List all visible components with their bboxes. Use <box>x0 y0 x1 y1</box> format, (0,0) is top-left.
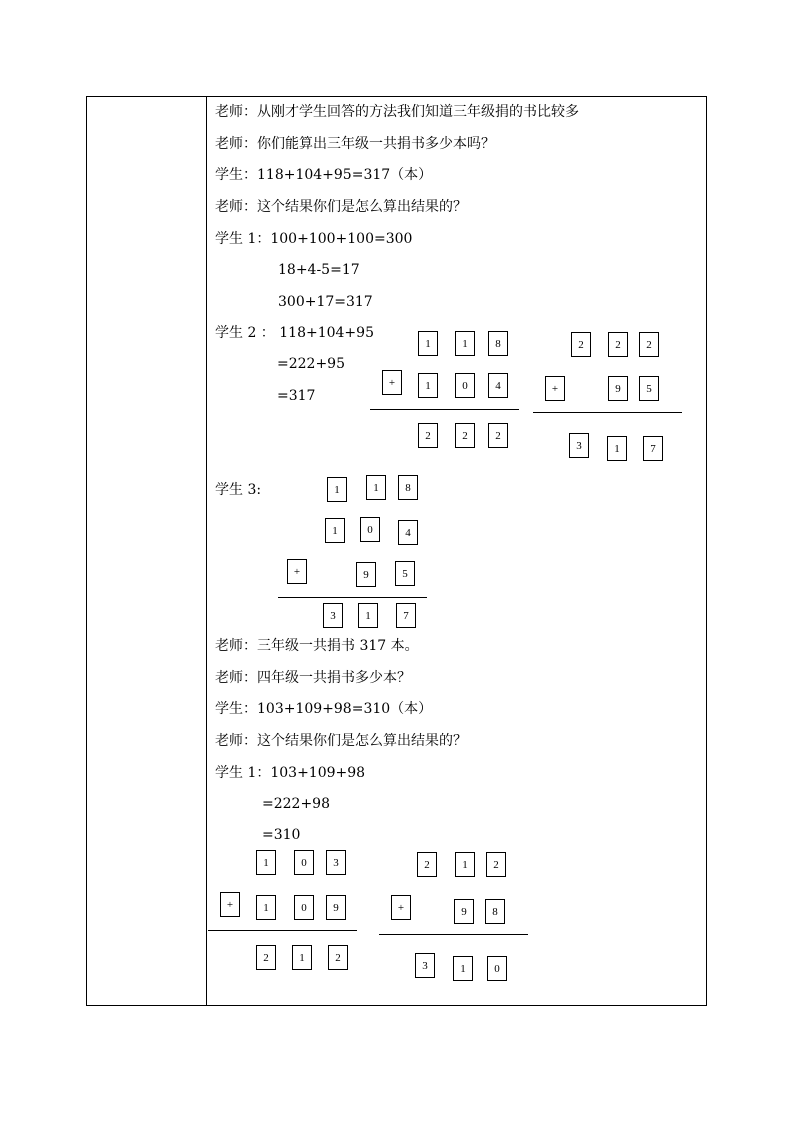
line-teacher-2: 老师：你们能算出三年级一共捐书多少本吗？ <box>215 136 495 152</box>
digit-box: 2 <box>256 945 276 970</box>
line-student-answer: 学生：118+104+95=317（本） <box>215 167 433 183</box>
line-student-answer-2: 学生：103+109+98=310（本） <box>215 701 433 717</box>
digit-box: 0 <box>455 373 475 398</box>
digit-box: 9 <box>326 895 346 920</box>
digit-box: 3 <box>415 953 435 978</box>
sum-line <box>533 412 682 413</box>
digit-box: 1 <box>358 603 378 628</box>
sum-line <box>208 930 357 931</box>
digit-box: 2 <box>639 332 659 357</box>
digit-box: 3 <box>323 603 343 628</box>
digit-box: 1 <box>455 331 475 356</box>
digit-box: 2 <box>488 423 508 448</box>
digit-box: 0 <box>487 956 507 981</box>
line-teacher-5: 老师：四年级一共捐书多少本？ <box>215 670 411 686</box>
digit-box: 8 <box>485 899 505 924</box>
digit-box: 2 <box>418 423 438 448</box>
plus-box: + <box>287 559 307 584</box>
digit-box: 0 <box>294 895 314 920</box>
digit-box: 3 <box>326 850 346 875</box>
plus-box: + <box>391 895 411 920</box>
line-teacher-6: 老师：这个结果你们是怎么算出结果的？ <box>215 733 467 749</box>
sum-line <box>370 409 519 410</box>
digit-box: 7 <box>643 436 663 461</box>
digit-box: 4 <box>398 520 418 545</box>
digit-box: 8 <box>488 331 508 356</box>
digit-box: 1 <box>418 373 438 398</box>
digit-box: 1 <box>418 331 438 356</box>
digit-box: 9 <box>356 562 376 587</box>
digit-box: 1 <box>327 477 347 502</box>
sum-line <box>379 934 528 935</box>
sum-line <box>278 597 427 598</box>
digit-box: 1 <box>607 436 627 461</box>
digit-box: 2 <box>328 945 348 970</box>
digit-box: 0 <box>294 850 314 875</box>
digit-box: 5 <box>395 561 415 586</box>
line-student2-step3: =317 <box>277 388 316 404</box>
digit-box: 3 <box>569 433 589 458</box>
plus-box: + <box>220 892 240 917</box>
plus-box: + <box>382 370 402 395</box>
line-student2-step1: 学生 2 ： 118+104+95 <box>215 325 374 341</box>
digit-box: 2 <box>608 332 628 357</box>
digit-box: 2 <box>571 332 591 357</box>
digit-box: 2 <box>455 423 475 448</box>
digit-box: 1 <box>292 945 312 970</box>
digit-box: 1 <box>256 895 276 920</box>
digit-box: 1 <box>256 850 276 875</box>
digit-box: 7 <box>396 603 416 628</box>
line-student3-label: 学生 3: <box>215 482 262 498</box>
line-student1b-step3: =310 <box>262 827 301 843</box>
line-student1-step3: 300+17=317 <box>278 294 373 310</box>
line-teacher-1: 老师：从刚才学生回答的方法我们知道三年级捐的书比较多 <box>215 104 579 120</box>
line-student1-step1: 学生 1：100+100+100=300 <box>215 231 413 247</box>
digit-box: 5 <box>639 376 659 401</box>
digit-box: 1 <box>325 518 345 543</box>
digit-box: 1 <box>366 475 386 500</box>
digit-box: 2 <box>417 852 437 877</box>
column-divider <box>206 96 207 1006</box>
digit-box: 2 <box>486 852 506 877</box>
digit-box: 1 <box>455 852 475 877</box>
line-student1b-step2: =222+98 <box>262 796 330 812</box>
plus-box: + <box>545 376 565 401</box>
line-student1b-step1: 学生 1：103+109+98 <box>215 765 366 781</box>
line-student1-step2: 18+4-5=17 <box>278 262 360 278</box>
line-teacher-4: 老师：三年级一共捐书 317 本。 <box>215 638 419 654</box>
digit-box: 8 <box>398 475 418 500</box>
line-student2-step2: =222+95 <box>277 356 345 372</box>
digit-box: 4 <box>488 373 508 398</box>
digit-box: 0 <box>360 517 380 542</box>
line-teacher-3: 老师：这个结果你们是怎么算出结果的？ <box>215 199 467 215</box>
digit-box: 9 <box>454 899 474 924</box>
digit-box: 9 <box>608 376 628 401</box>
digit-box: 1 <box>453 956 473 981</box>
